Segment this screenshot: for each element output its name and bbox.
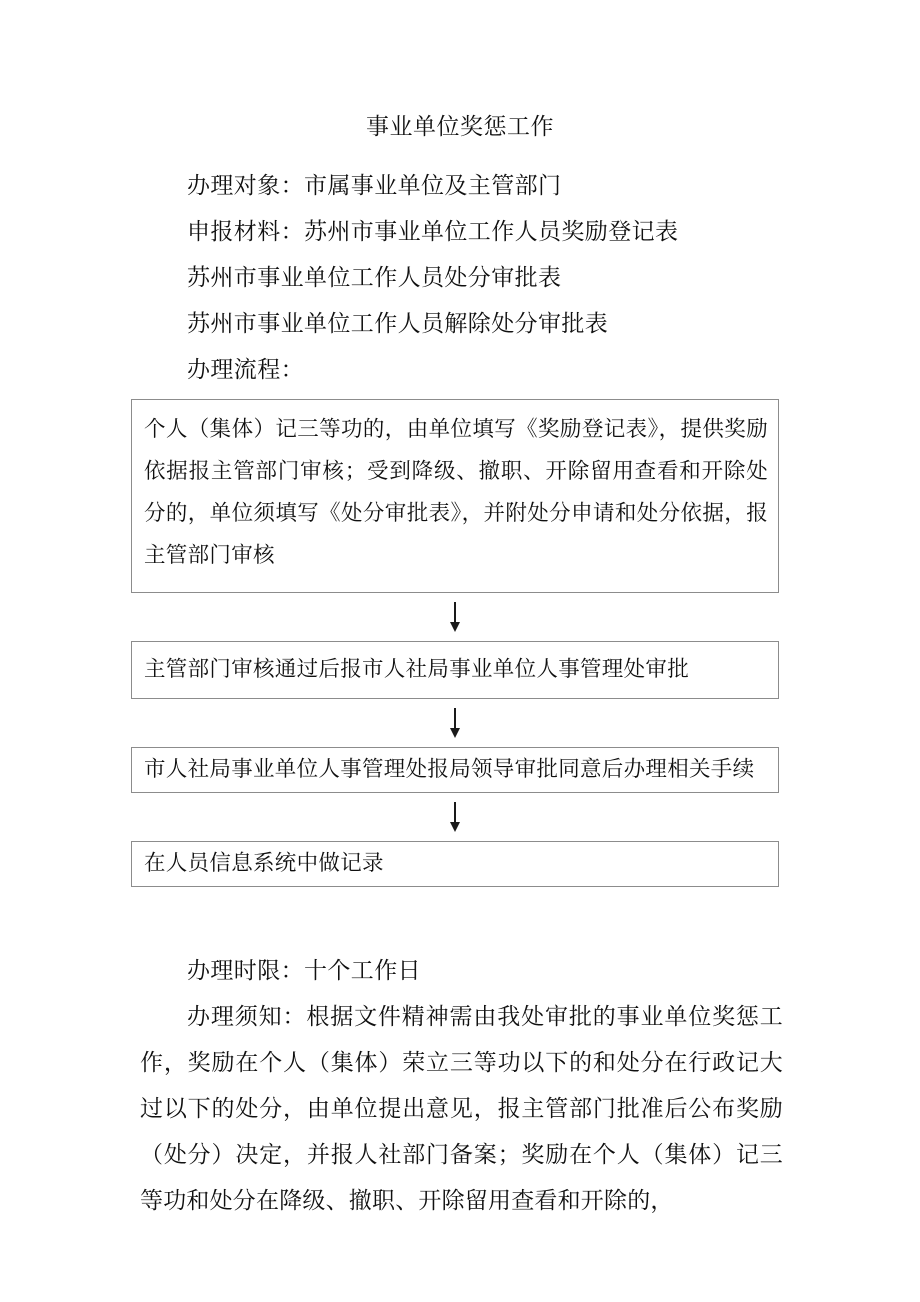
flow-arrow-3 [131, 793, 779, 841]
processing-deadline-line: 办理时限：十个工作日 [187, 958, 421, 984]
intro-line-materials: 申报材料：苏州市事业单位工作人员奖励登记表 [187, 219, 679, 245]
flow-step-box-1 [131, 399, 779, 593]
intro-line-process-heading: 办理流程： [187, 357, 304, 383]
intro-line-material-3: 苏州市事业单位工作人员解除处分审批表 [187, 311, 609, 337]
flow-step-text-1: 个人（集体）记三等功的，由单位填写《奖励登记表》，提供奖励依据报主管部门审核；受到降级、撤职、开除留用查看和开除处分的，单位须填写《处分审批表》，并附处分申请和处分依据，报主管部门审核 [144, 417, 768, 568]
intro-line-target: 办理对象：市属事业单位及主管部门 [187, 173, 562, 199]
flow-step-box-4 [131, 841, 779, 887]
intro-line-material-2: 苏州市事业单位工作人员处分审批表 [187, 265, 562, 291]
flow-step-text-2: 主管部门审核通过后报市人社局事业单位人事管理处审批 [144, 657, 690, 682]
footer-section [140, 948, 783, 1224]
arrow-down-icon [448, 706, 462, 740]
arrow-head [450, 728, 460, 738]
flow-step-box-2 [131, 641, 779, 699]
arrow-shaft [454, 802, 456, 824]
arrow-head [450, 822, 460, 832]
arrow-shaft [454, 602, 456, 624]
processing-notice-paragraph: 办理须知：根据文件精神需由我处审批的事业单位奖惩工作，奖励在个人（集体）荣立三等功以下的和处分在行政记大过以下的处分，由单位提出意见，报主管部门批准后公布奖励（处分）决定，并报人社部门备案；奖励在个人（集体）记三等功和处分在降级、撤职、开除留用查看和开除的， [140, 1004, 783, 1214]
flow-arrow-2 [131, 699, 779, 747]
arrow-head [450, 622, 460, 632]
arrow-down-icon [448, 600, 462, 634]
arrow-shaft [454, 708, 456, 730]
page-title: 事业单位奖惩工作 [366, 114, 554, 140]
flow-arrow-1 [131, 593, 779, 641]
flow-step-box-3 [131, 747, 779, 793]
intro-block [187, 163, 887, 393]
flow-step-text-4: 在人员信息系统中做记录 [144, 851, 384, 876]
arrow-down-icon [448, 800, 462, 834]
process-flowchart [131, 399, 779, 887]
flow-step-text-3: 市人社局事业单位人事管理处报局领导审批同意后办理相关手续 [144, 757, 755, 782]
